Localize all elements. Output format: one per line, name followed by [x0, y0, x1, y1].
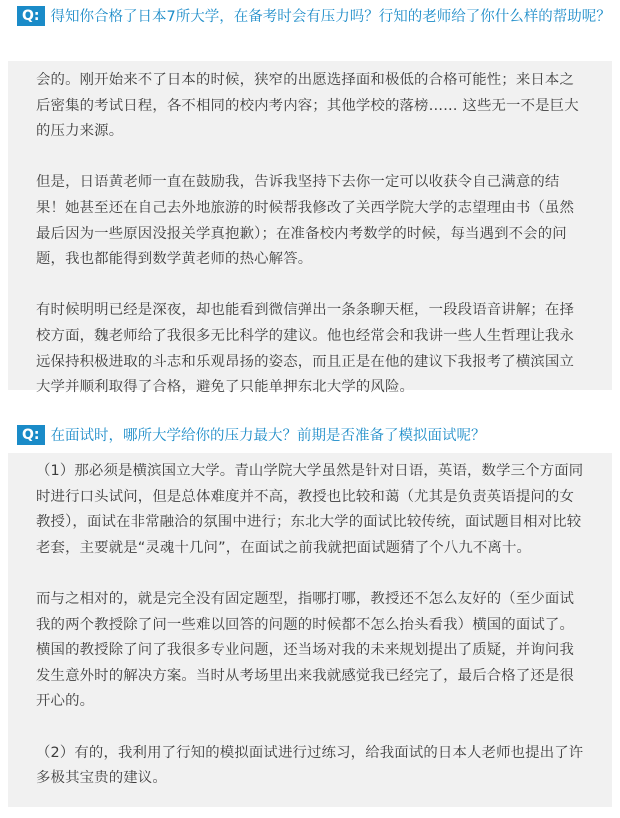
answer-paragraph: （1）那必须是横滨国立大学。青山学院大学虽然是针对日语，英语，数学三个方面同时进行口头试问，但是总体难度并不高，教授也比较和蔼（尤其是负责英语提问的女教授），面试在非常融洽的氛围中进行；东北大学的面试比较传统，面试题目相对比较老套，主要就是“灵魂十几问”，在面试之前我就把面试题猜了个八九不离十。 — [36, 463, 584, 556]
answer-box-1 — [8, 61, 612, 396]
question-text: 得知你合格了日本7所大学，在备考时会有压力吗？行知的老师给了你什么样的帮助呢？ — [50, 9, 611, 25]
answer-box-2 — [8, 453, 612, 807]
answer-paragraph: 但是，日语黄老师一直在鼓励我，告诉我坚持下去你一定可以收获令自己满意的结果！她甚至还在自己去外地旅游的时候帮我修改了关西学院大学的志望理由书（虽然最后因为一些原因没报关学真抱歉）；在准备校内考数学的时候，每当遇到不会的问题，我也都能得到数学黄老师的热心解答。 — [36, 174, 575, 268]
answer-paragraph: 会的。刚开始来不了日本的时候，狭窄的出愿选择面和极低的合格可能性；来日本之后密集的考试日程，各不相同的校内考内容；其他学校的落榜…… 这些无一不是巨大的压力来源。 — [36, 72, 579, 140]
answer-paragraph: 有时候明明已经是深夜，却也能看到微信弹出一条条聊天框，一段段语音讲解；在择校方面，魏老师给了我很多无比科学的建议。他也经常会和我讲一些人生哲理让我永远保持积极进取的斗志和乐观昂扬的姿态，而且正是在他的建议下我报考了横滨国立大学并顺利取得了合格，避免了只能单押东北大学的风险。 — [36, 302, 575, 396]
question-badge: Q: — [17, 6, 45, 26]
answer-paragraph: （2）有的，我利用了行知的模拟面试进行过练习，给我面试的日本人老师也提出了许多极其宝贵的建议。 — [36, 744, 584, 787]
answer-paragraph: 而与之相对的，就是完全没有固定题型，指哪打哪，教授还不怎么友好的（至少面试我的两个教授除了问一些难以回答的问题的时候都不怎么抬头看我）横国的面试了。横国的教授除了问了我很多专业问题，还当场对我的未来规划提出了质疑，并询问我发生意外时的解决方案。当时从考场里出来我就感觉我已经完了，最后合格了还是很开心的。 — [36, 590, 575, 710]
question-text: 在面试时，哪所大学给你的压力最大？前期是否准备了模拟面试呢？ — [50, 428, 486, 444]
question-2 — [0, 424, 620, 449]
question-1 — [0, 5, 620, 30]
question-badge: Q: — [17, 425, 45, 445]
